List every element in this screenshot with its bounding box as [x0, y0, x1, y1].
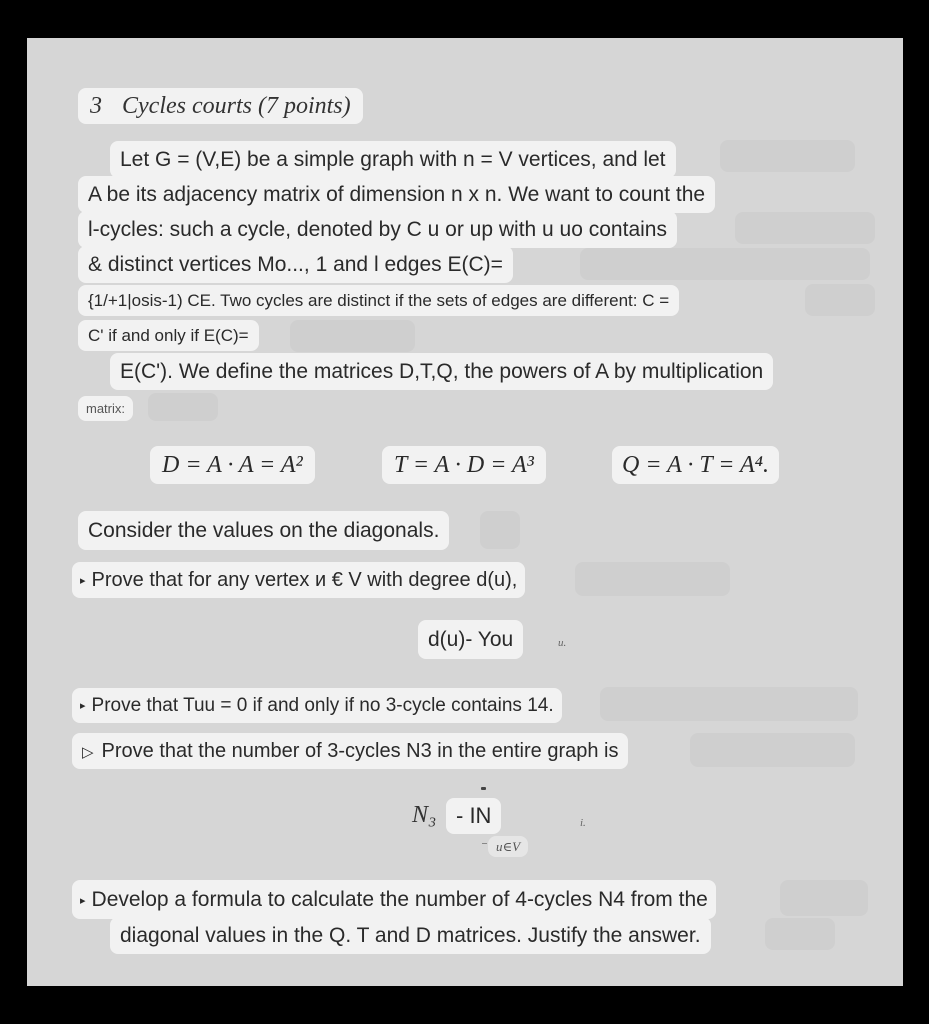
- paragraph-line-1: Let G = (V,E) be a simple graph with n = V vertices, and let: [110, 141, 676, 178]
- paragraph-line-2: A be its adjacency matrix of dimension n x n. We want to count the: [78, 176, 715, 213]
- paragraph-line-5: {1/+1|osis-1) CE. Two cycles are distinct if the sets of edges are different: C =: [78, 285, 679, 316]
- question-1-suffix: u.: [558, 637, 567, 649]
- ghost-highlight: [765, 918, 835, 950]
- ghost-highlight: [780, 880, 868, 916]
- question-4-line-2: diagonal values in the Q. T and D matrices. Justify the answer.: [110, 917, 711, 954]
- ghost-highlight: [290, 320, 415, 352]
- sum-mark-icon: [481, 787, 486, 790]
- question-1-text: Prove that for any vertex и € V with degree d(u),: [91, 569, 518, 591]
- paragraph-line-7: E(C'). We define the matrices D,T,Q, the powers of A by multiplication: [110, 353, 773, 390]
- question-1: [72, 562, 525, 598]
- section-title: Cycles courts (7 points): [122, 93, 351, 119]
- paragraph-line-6: C' if and only if E(C)=: [78, 320, 259, 351]
- section-number: 3: [90, 93, 102, 119]
- n3-symbol: N₃: [412, 802, 437, 828]
- consider-line: Consider the values on the diagonals.: [78, 511, 449, 550]
- equation-t: T = A · D = A³: [382, 446, 546, 484]
- question-2: [72, 688, 562, 723]
- equation-q-text: Q = A · T = A⁴: [622, 452, 763, 478]
- ghost-highlight: [480, 511, 520, 549]
- equation-d: D = A · A = A²: [150, 446, 315, 484]
- triangle-icon: ▷: [82, 744, 94, 761]
- equation-q-end: .: [763, 452, 769, 478]
- paragraph-line-3: l-cycles: such a cycle, denoted by C u or up with u uo contains: [78, 211, 677, 248]
- paragraph-line-4: & distinct vertices Mo..., 1 and l edges E(C)=: [78, 246, 513, 283]
- question-1-formula: d(u)- You: [418, 620, 523, 659]
- question-2-text: Prove that Tuu = 0 if and only if no 3-cycle contains 14.: [91, 695, 554, 716]
- bullet-icon: ▸: [80, 575, 86, 587]
- section-heading: [78, 88, 363, 124]
- ghost-highlight: [148, 393, 218, 421]
- question-4-text-1: Develop a formula to calculate the number of 4-cycles N4 from the: [91, 888, 708, 911]
- question-4-line-1: [72, 880, 716, 919]
- sum-index: u∈V: [488, 836, 528, 857]
- ghost-highlight: [735, 212, 875, 244]
- ghost-highlight: [805, 284, 875, 316]
- ghost-highlight: [720, 140, 855, 172]
- question-3-text: Prove that the number of 3-cycles N3 in the entire graph is: [101, 740, 619, 762]
- ghost-highlight: [575, 562, 730, 596]
- bullet-icon: ▸: [80, 700, 86, 712]
- n3-formula-box: - IN: [446, 798, 501, 834]
- question-3: [72, 733, 628, 769]
- ghost-highlight: [600, 687, 858, 721]
- equation-q: [612, 446, 779, 484]
- sum-tick-icon: [482, 843, 487, 844]
- ghost-highlight: [690, 733, 855, 767]
- matrix-label: matrix:: [78, 396, 133, 421]
- ghost-highlight: [580, 248, 870, 280]
- bullet-icon: ▸: [80, 895, 86, 907]
- question-3-suffix: i.: [580, 817, 586, 829]
